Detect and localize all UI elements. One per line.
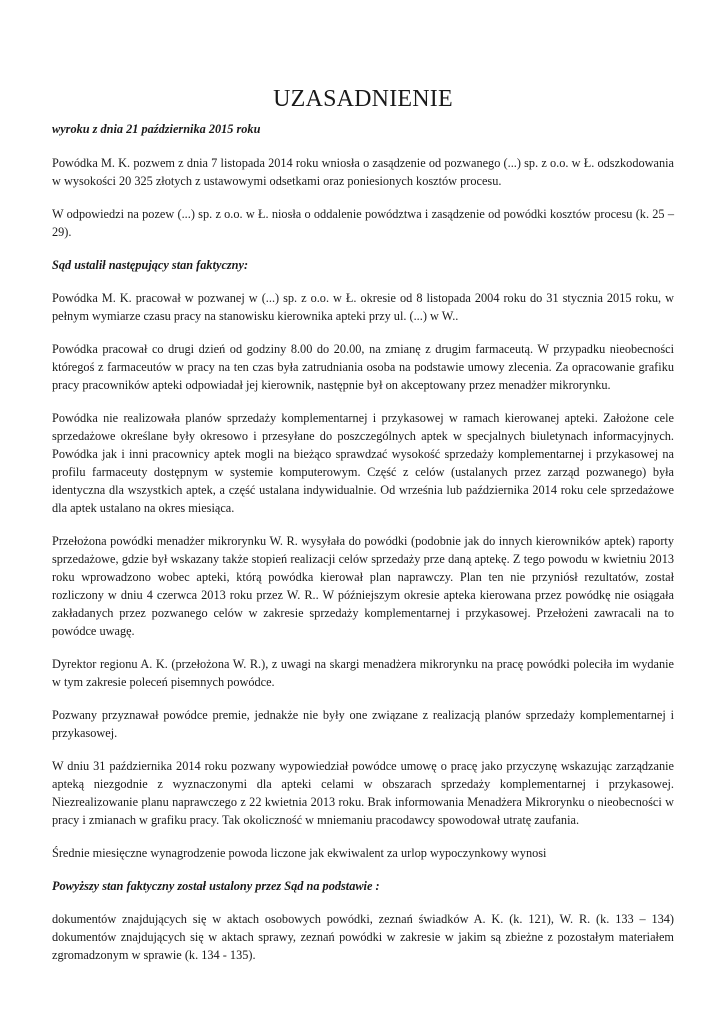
paragraph-reports: Przełożona powódki menadżer mikrorynku W. R. wysyłała do powódki (podobnie jak do innych kierowników aptek) raporty sprzedażowe, gdzie był wskazany także stopień realizacji celów sprzedaży prze daną aptekę. Z tego powodu w kwietniu 2013 roku wprowadzono wobec apteki, którą powódka kierował plan naprawczy. Plan ten nie przyniósł rezultatów, został rozliczony w dniu 4 czerwca 2013 roku przez W. R.. W późniejszym okresie apteka kierowana przez powódkę nie osiągała zakładanych przez pozwanego celów w zakresie sprzedaży komplementarnej i przykasowej. Przełożeni zawracali na to powódce uwagę. [52,534,674,638]
paragraph-claim: Powódka M. K. pozwem z dnia 7 listopada 2014 roku wniosła o zasądzenie od pozwanego (...) sp. z o.o. w Ł. odszkodowania w wysokości 20 325 złotych z ustawowymi odsetkami oraz poniesionych kosztów procesu. [52,156,674,188]
heading-basis: Powyższy stan faktyczny został ustalony przez Sąd na podstawie : [52,879,380,893]
document-page [52,84,674,979]
heading-facts: Sąd ustalił następujący stan faktyczny: [52,258,249,272]
paragraph-termination: W dniu 31 października 2014 roku pozwany wypowiedział powódce umowę o pracę jako przyczynę wskazując zarządzanie apteką niezgodnie z wyznaczonymi dla apteki celami w obszarach sprzedaży komplementarnej i przykasowej. Niezrealizowanie planu naprawczego z 22 kwietnia 2013 roku. Brak informowania Menadżera Mikrorynku o nieobecności w pracy i zmianach w grafiku pracy. Tak okoliczność w mniemaniu pracodawcy spowodował utratę zaufania. [52,759,674,827]
paragraph-response: W odpowiedzi na pozew (...) sp. z o.o. w Ł. niosła o oddalenie powództwa i zasądzenie od powódki kosztów procesu (k. 25 – 29). [52,207,674,239]
paragraph-director: Dyrektor regionu A. K. (przełożona W. R.), z uwagi na skargi menadżera mikrorynku na pracę powódki poleciła im wydanie w tym zakresie poleceń pisemnych powódce. [52,657,674,689]
paragraph-sales-plans: Powódka nie realizowała planów sprzedaży komplementarnej i przykasowej w ramach kierowanej apteki. Założone cele sprzedażowe określane były okresowo i przesyłane do poszczególnych aptek w specjalnych biuletynach informacyjnych. Powódka jak i inni pracownicy aptek mogli na bieżąco sprawdzać wysokość sprzedaży komplementarnej i przykasowej na profilu farmaceuty dostępnym w systemie komputerowym. Część z celów (ustalanych przez zarząd pozwanego) była identyczna dla wszystkich aptek, a część ustalana indywidualnie. Od września lub października 2014 roku cele sprzedażowe dla aptek ustalano na okres miesiąca. [52,411,674,515]
judgment-date-subtitle: wyroku z dnia 21 października 2015 roku [52,122,261,136]
paragraph-salary: Średnie miesięczne wynagrodzenie powoda liczone jak ekwiwalent za urlop wypoczynkowy wynosi [52,846,547,860]
paragraph-evidence: dokumentów znajdujących się w aktach osobowych powódki, zeznań świadków A. K. (k. 121), W. R. (k. 133 – 134) dokumentów znajdujących się w aktach sprawy, zeznań powódki w zakresie w jakim są zbieżne z pozostałym materiałem zgromadzonym w sprawie (k. 134 - 135). [52,912,674,962]
document-title: UZASADNIENIE [273,86,453,112]
paragraph-schedule: Powódka pracował co drugi dzień od godziny 8.00 do 20.00, na zmianę z drugim farmaceutą. W przypadku nieobecności któregoś z farmaceutów w pracy na ten czas była zatrudniania osoba na podstawie umowy zlecenia. Za opracowanie grafiku pracy pracowników apteki odpowiadał jej kierownik, następnie był on akceptowany przez menadżer mikrorynku. [52,342,674,392]
paragraph-bonuses: Pozwany przyznawał powódce premie, jednakże nie były one związane z realizacją planów sprzedaży komplementarnej i przykasowej. [52,708,674,740]
paragraph-employment: Powódka M. K. pracował w pozwanej w (...) sp. z o.o. w Ł. okresie od 8 listopada 2004 roku do 31 stycznia 2015 roku, w pełnym wymiarze czasu pracy na stanowisku kierownika apteki przy ul. (...) w W.. [52,291,674,323]
